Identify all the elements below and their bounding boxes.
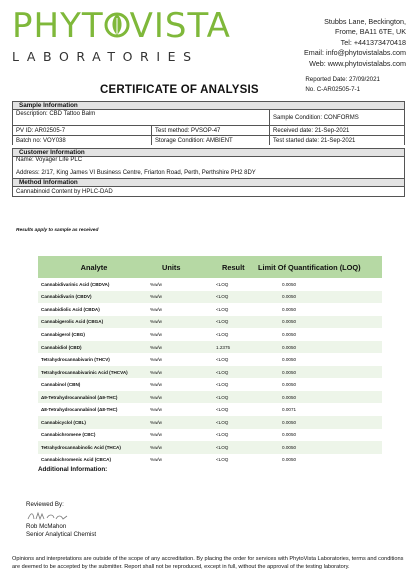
- sample-row: [12, 135, 405, 145]
- units-cell: %w/w: [150, 319, 162, 325]
- units-cell: %w/w: [150, 344, 162, 350]
- address-line: Frome, BA11 6TE, UK: [335, 27, 406, 37]
- logo-word-start: PHYT: [12, 6, 104, 46]
- test-started-date: Test started date: 21-Sep-2021: [273, 137, 356, 144]
- table-row: [38, 441, 382, 454]
- loq-cell: 0.0050: [282, 331, 297, 337]
- table-row: [38, 341, 382, 354]
- loq-cell: 0.0050: [282, 432, 297, 438]
- result-cell: <LOQ: [216, 444, 229, 450]
- analyte-cell: Cannabidivarinic Acid (CBDVA): [41, 281, 110, 287]
- logo-wordmark: [12, 6, 231, 46]
- table-row: [38, 353, 382, 366]
- result-cell: 1.2375: [216, 344, 231, 350]
- loq-cell: 0.0071: [282, 407, 297, 413]
- result-cell: <LOQ: [216, 457, 229, 463]
- sample-row: [12, 125, 405, 135]
- sample-info-heading: Sample Information: [12, 101, 405, 109]
- loq-cell: 0.0050: [282, 294, 297, 300]
- customer-address: Address: 2/17, King James VI Business Centre, Friarton Road, Perth, Perthshire PH2 8DY: [16, 169, 256, 176]
- logo-subtitle: LABORATORIES: [12, 49, 199, 64]
- analyte-cell: Cannabichromenic Acid (CBCA): [41, 457, 112, 463]
- table-row: [38, 403, 382, 416]
- units-cell: %w/w: [150, 432, 162, 438]
- result-cell: <LOQ: [216, 369, 229, 375]
- signature: [26, 510, 70, 522]
- received-date: Received date: 21-Sep-2021: [273, 127, 350, 134]
- disclaimer: Opinions and interpretations are outside of the scope of any accreditation. By placing the order for services with PhytoVista Laboratories, terms and conditions are deemed to be accepted by the submitter. Report shall not be reproduced, except in full, without the approval of the testing laboratory.: [12, 556, 404, 570]
- analyte-cell: Δ9-Tetrahydrocannabinol (Δ9-THC): [41, 394, 118, 400]
- units-cell: %w/w: [150, 281, 162, 287]
- units-cell: %w/w: [150, 419, 162, 425]
- analyte-cell: Tetrahydrocannabivarin (THCV): [41, 357, 110, 363]
- sample-row: [12, 109, 405, 125]
- column-header-loq: Limit Of Quantification (LOQ): [258, 262, 361, 272]
- results-body: [38, 278, 382, 466]
- reviewer: [26, 523, 96, 539]
- address-line: Email: info@phytovistalabs.com: [304, 48, 406, 58]
- units-cell: %w/w: [150, 331, 162, 337]
- table-row: [38, 366, 382, 379]
- result-cell: <LOQ: [216, 331, 229, 337]
- table-row: [38, 416, 382, 429]
- units-cell: %w/w: [150, 457, 162, 463]
- method-row: [12, 186, 405, 197]
- loq-cell: 0.0050: [282, 319, 297, 325]
- reviewer-role: Senior Analytical Chemist: [26, 531, 97, 538]
- column-header-result: Result: [222, 262, 245, 272]
- loq-cell: 0.0050: [282, 394, 297, 400]
- page-title: CERTIFICATE OF ANALYSIS: [100, 84, 259, 96]
- results-header: [38, 256, 382, 278]
- reported-date: Reported Date: 27/09/2021: [305, 76, 380, 83]
- information-table: [12, 101, 405, 197]
- loq-cell: 0.0050: [282, 306, 297, 312]
- loq-cell: 0.0050: [282, 281, 297, 287]
- units-cell: %w/w: [150, 294, 162, 300]
- loq-cell: 0.0050: [282, 344, 297, 350]
- units-cell: %w/w: [150, 357, 162, 363]
- report-number: No. C-AR02505-7-1: [305, 86, 361, 93]
- results-table: [38, 256, 382, 466]
- table-row: [38, 303, 382, 316]
- analyte-cell: Cannabichromene (CBC): [41, 432, 96, 438]
- logo-word-end: VISTA: [129, 6, 231, 46]
- result-cell: <LOQ: [216, 281, 229, 287]
- column-header-analyte: Analyte: [80, 262, 108, 272]
- result-cell: <LOQ: [216, 357, 229, 363]
- customer-row: [12, 156, 405, 167]
- analyte-cell: Δ8-Tetrahydrocannabinol (Δ8-THC): [41, 407, 118, 413]
- result-cell: <LOQ: [216, 294, 229, 300]
- leaf-icon: [104, 10, 130, 40]
- table-row: [38, 429, 382, 442]
- test-method: Test method: PVSOP-47: [152, 126, 270, 135]
- analyte-cell: Cannabidivarin (CBDV): [41, 294, 92, 300]
- reviewer-name: Rob McMahon: [26, 523, 67, 530]
- result-cell: <LOQ: [216, 394, 229, 400]
- analyte-cell: Tetrahydrocannabinolic Acid (THCA): [41, 444, 121, 450]
- sample-condition: Sample Condition: CONFORMS: [273, 114, 359, 121]
- table-row: [38, 316, 382, 329]
- units-cell: %w/w: [150, 444, 162, 450]
- applies-note: Results apply to sample as received: [16, 228, 99, 233]
- analyte-cell: Cannabinol (CBN): [41, 382, 81, 388]
- units-cell: %w/w: [150, 407, 162, 413]
- result-cell: <LOQ: [216, 407, 229, 413]
- loq-cell: 0.0050: [282, 444, 297, 450]
- address-line: Web: www.phytovistalabs.com: [309, 58, 406, 68]
- units-cell: %w/w: [150, 382, 162, 388]
- loq-cell: 0.0050: [282, 369, 297, 375]
- pv-id: PV ID: AR02505-7: [13, 126, 152, 135]
- storage-condition: Storage Condition: AMBIENT: [152, 136, 270, 145]
- analyte-cell: Cannabidiolic Acid (CBDA): [41, 306, 100, 312]
- report-meta: [305, 75, 380, 95]
- address-line: Tel: +441373470418: [340, 37, 406, 47]
- table-row: [38, 378, 382, 391]
- units-cell: %w/w: [150, 306, 162, 312]
- loq-cell: 0.0050: [282, 419, 297, 425]
- customer-info-heading: Customer Information: [12, 148, 405, 156]
- sample-description: Description: CBD Tattoo Balm: [13, 110, 270, 125]
- table-row: [38, 278, 382, 291]
- analyte-cell: Cannabicyclol (CBL): [41, 419, 86, 425]
- company-address: [304, 17, 406, 69]
- table-row: [38, 391, 382, 404]
- customer-name: Name: Voyager Life PLC: [16, 157, 83, 163]
- units-cell: %w/w: [150, 394, 162, 400]
- customer-row: [12, 167, 405, 178]
- result-cell: <LOQ: [216, 306, 229, 312]
- table-row: [38, 328, 382, 341]
- column-header-units: Units: [162, 262, 181, 272]
- units-cell: %w/w: [150, 369, 162, 375]
- address-line: Stubbs Lane, Beckington,: [324, 17, 406, 26]
- analyte-cell: Cannabidiol (CBD): [41, 344, 82, 350]
- result-cell: <LOQ: [216, 432, 229, 438]
- table-row: [38, 454, 382, 467]
- reviewed-by-label: Reviewed By:: [26, 501, 64, 508]
- additional-info-label: Additional Information:: [38, 466, 108, 473]
- table-row: [38, 291, 382, 304]
- batch-number: Batch no: VOY038: [13, 136, 152, 145]
- analyte-cell: Cannabigerolic Acid (CBGA): [41, 319, 104, 325]
- loq-cell: 0.0050: [282, 382, 297, 388]
- method-info-heading: Method Information: [12, 178, 405, 186]
- result-cell: <LOQ: [216, 382, 229, 388]
- result-cell: <LOQ: [216, 419, 229, 425]
- analyte-cell: Tetrahydrocannabivarinic Acid (THCVA): [41, 369, 128, 375]
- method-text: Cannabinoid Content by HPLC-DAD: [16, 188, 113, 195]
- result-cell: <LOQ: [216, 319, 229, 325]
- company-logo: [12, 6, 231, 64]
- loq-cell: 0.0050: [282, 357, 297, 363]
- loq-cell: 0.0050: [282, 457, 297, 463]
- analyte-cell: Cannabigerol (CBG): [41, 331, 85, 337]
